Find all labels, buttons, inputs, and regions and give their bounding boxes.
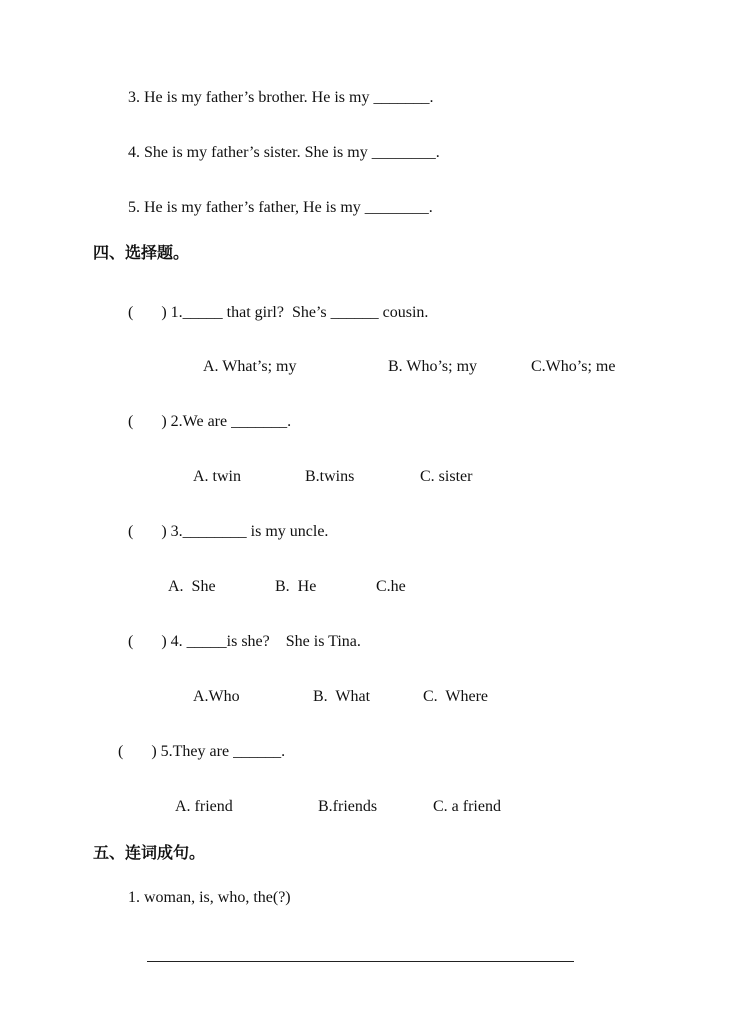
choice-question-1: ( ) 1._____ that girl? She’s ______ cousin. [128, 304, 429, 321]
choice-2-option-b: B.twins [305, 468, 355, 485]
choice-question-5: ( ) 5.They are ______. [118, 743, 286, 760]
answer-line [147, 961, 574, 962]
fill-in-question-3: 3. He is my father’s brother. He is my _______. [128, 89, 434, 106]
fill-in-question-4: 4. She is my father’s sister. She is my ________. [128, 144, 440, 161]
choice-4-option-a: A.Who [193, 688, 240, 705]
sentence-question-1: 1. woman, is, who, the(?) [128, 889, 291, 906]
choice-4-option-c: C. Where [423, 688, 489, 705]
choice-2-option-c: C. sister [420, 468, 473, 485]
choice-3-option-a: A. She [168, 578, 216, 595]
choice-question-4: ( ) 4. _____is she? She is Tina. [128, 633, 361, 650]
choice-3-option-c: C.he [376, 578, 406, 595]
section-4-heading: 四、选择题。 [93, 243, 190, 262]
choice-3-option-b: B. He [275, 578, 317, 595]
choice-2-option-a: A. twin [193, 468, 241, 485]
choice-question-2: ( ) 2.We are _______. [128, 413, 292, 430]
fill-in-question-5: 5. He is my father’s father, He is my ________. [128, 199, 433, 216]
choice-1-option-b: B. Who’s; my [388, 358, 478, 375]
choice-4-option-b: B. What [313, 688, 371, 705]
section-5-heading: 五、连词成句。 [93, 843, 206, 862]
choice-5-option-a: A. friend [175, 798, 233, 815]
choice-1-option-c: C.Who’s; me [531, 358, 616, 375]
choice-5-option-c: C. a friend [433, 798, 501, 815]
choice-question-3: ( ) 3.________ is my uncle. [128, 523, 329, 540]
choice-1-option-a: A. What’s; my [203, 358, 297, 375]
choice-5-option-b: B.friends [318, 798, 378, 815]
